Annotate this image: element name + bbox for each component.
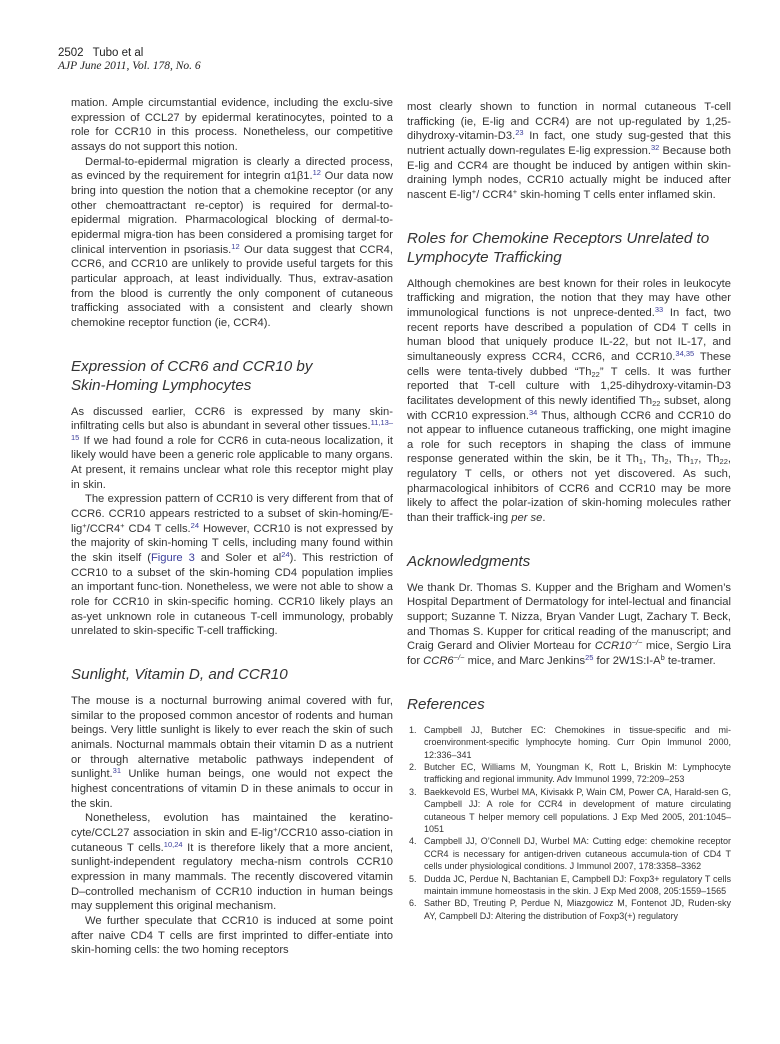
journal-citation-line: AJP June 2011, Vol. 178, No. 6 (58, 60, 201, 72)
citation-link[interactable]: 31 (112, 766, 122, 776)
text-run: , regulatory T cells, or others not yet discovered. As such, pharmacological inhibitors of CCR6 and CCR10 may be more likely to affect the polar-ization of skin-homing molecules rather than their traffick-ing (407, 453, 731, 525)
text-run: We thank Dr. Thomas S. Kupper and the Brigham and Women’s Hospital Department of Dermatology for intel-lectual and financial support; Suzanne T. Nizza, Bryan Vander Lugt, Zachary T. Beck, and Thomas S. Kupper for critical reading of the manuscript; and Craig Gerard and Olivier Morteau for (407, 581, 731, 653)
citation-link[interactable]: 34 (529, 407, 538, 417)
citation-link[interactable]: 12 (231, 241, 240, 251)
paragraph (407, 277, 731, 526)
reference-list (407, 724, 731, 923)
paragraph (71, 694, 393, 811)
text-run: mation. Ample circumstantial evidence, including the exclu-sive expression of CCL27 by epidermal keratinocytes, pointed to a role for CCR10 in this process. Nonetheless, our competitive assays do not support this notion. (71, 97, 393, 153)
superscript: b (660, 653, 665, 663)
text-run: / CCR4 (476, 188, 513, 201)
running-header (58, 46, 201, 73)
running-authors: Tubo et al (92, 47, 144, 59)
citation-link[interactable]: 10,24 (163, 839, 183, 849)
reference-item (407, 761, 731, 786)
paragraph (71, 492, 393, 639)
paragraph (71, 155, 393, 331)
subscript: 1 (638, 457, 644, 467)
paragraph (71, 811, 393, 914)
paragraph (71, 405, 393, 493)
section-heading (407, 552, 731, 571)
reference-item (407, 873, 731, 898)
reference-number: 6. (409, 898, 417, 909)
paragraph (71, 96, 393, 155)
text-run: However, CCR10 is not expressed by the majority of skin-homing T cells, including many found within the skin itself ( (71, 522, 394, 565)
superscript: + (471, 186, 477, 196)
page-number: 2502 (58, 47, 84, 59)
text-run: As discussed earlier, CCR6 is expressed by many skin-infiltrating cells but also is abundant in several other tissues. (71, 405, 393, 433)
italic-text: per se (511, 512, 543, 525)
subscript: 17 (689, 457, 699, 467)
figure-link[interactable]: Figure 3 (150, 552, 195, 565)
heading-line: References (407, 695, 485, 713)
superscript: + (120, 520, 125, 530)
text-run: Because both E-lig and CCR4 are thought be induced by antigen within skin-draining lymph nodes, CCR10 actually might be induced after nascent E-lig (407, 144, 732, 201)
reference-item (407, 786, 731, 836)
text-run: and Soler et al (194, 552, 282, 565)
superscript: + (82, 520, 87, 530)
text-run: CD4 T cells. (124, 522, 191, 535)
text-run: subset, along with CCR10 expression. (407, 394, 731, 422)
heading-line: Lymphocyte Trafficking (407, 248, 562, 266)
reference-text: Campbell JJ, O’Connell DJ, Wurbel MA: Cutting edge: chemokine receptor CCR4 is necessary for antigen-driven cutaneous accumula-tion of CD4 T cells under physiological conditions. J Immunol 2007, 178:3358–3362 (424, 836, 731, 872)
heading-line: Skin-Homing Lymphocytes (71, 376, 252, 394)
text-run: mice, and Marc Jenkins (464, 655, 586, 668)
right-column (407, 100, 731, 922)
text-run: The expression pattern of CCR10 is very different from that of CCR6. CCR10 appears restricted to a subset of skin-homing/E-lig (71, 493, 393, 535)
reference-number: 2. (409, 761, 417, 772)
reference-number: 5. (409, 873, 417, 884)
text-run: It is therefore likely that a more ancient, sunlight-independent regulatory mecha-nism controls CCR10 expression in many mammals. The recently discovered vitamin D–controlled mechanism of CCR10 induction in human beings may supplement this original mechanism. (71, 841, 393, 913)
citation-link[interactable]: 12 (312, 168, 321, 178)
text-run: Although chemokines are best known for their roles in leukocyte trafficking and migration, the notion that they may have other immunological functions is not unprece-dented. (407, 277, 731, 319)
text-run: Nonetheless, evolution has maintained the keratino-cyte/CCL27 association in skin and E-lig (71, 812, 393, 839)
reference-number: 4. (409, 836, 417, 847)
reference-item (407, 724, 731, 761)
italic-superscript: −/− (631, 638, 643, 648)
section-heading (407, 229, 731, 267)
paragraph (407, 581, 731, 669)
text-run: , Th (643, 453, 665, 466)
heading-line: Sunlight, Vitamin D, and CCR10 (71, 666, 288, 683)
text-run: Thus, although CCR6 and CCR10 do not appear to influence cutaneous trafficking, one might imagine a role for such receptors in shaping the class of immune response generated within the skin, be it Th (407, 409, 731, 466)
text-run: mice, Sergio Lira for (407, 640, 731, 668)
reference-text: Dudda JC, Perdue N, Bachtanian E, Campbell DJ: Foxp3+ regulatory T cells maintain immune homeostasis in the skin. J Exp Med 2008, 205:1559–1565 (424, 873, 731, 896)
citation-link[interactable]: 25 (585, 653, 594, 663)
section-heading (71, 665, 393, 684)
italic-superscript: −/− (453, 653, 465, 663)
reference-text: Sather BD, Treuting P, Perdue N, Miazgowicz M, Fontenot JD, Ruden-sky AY, Campbell DJ: Altering the distribution of Foxp3(+) regulatory (424, 898, 731, 921)
text-run: , Th (698, 453, 720, 466)
text-run: , Th (668, 453, 690, 466)
paragraph (407, 100, 731, 203)
text-run: most clearly shown to function in normal cutaneous T-cell trafficking (ie, E-lig and CCR4) are not up-regulated by 1,25-dihydroxy-vitamin-D3. (407, 101, 731, 143)
section-heading (71, 357, 393, 395)
text-run: These cells were tenta-tively dubbed “Th (407, 350, 732, 378)
citation-link[interactable]: 23 (515, 128, 524, 138)
text-run: If we had found a role for CCR6 in cuta-neous localization, it likely would have been a generic role applicable to many organs. At present, it remains unclear what role this receptor might play in skin. (71, 434, 393, 491)
text-run: . (542, 512, 546, 525)
superscript: + (512, 186, 518, 196)
reference-number: 3. (409, 786, 417, 797)
heading-line: Acknowledgments (407, 552, 531, 570)
section-heading (407, 695, 731, 714)
text-run: /CCR4 (86, 522, 121, 535)
subscript: 2 (664, 457, 669, 467)
text-run: te-tramer. (664, 655, 716, 668)
superscript: + (273, 824, 278, 834)
subscript: 22 (591, 369, 600, 379)
text-run: In fact, one study sug-gested that this nutrient actually down-regulates E-lig expression. (407, 130, 731, 157)
reference-text: Baekkevold ES, Wurbel MA, Kivisakk P, Wain CM, Power CA, Harald-sen G, Campbell JJ: A role for CCR4 in development of mature circulating cutaneous T helper memory cell populations. J Exp Med 2005, 201:1045–1051 (424, 786, 731, 834)
left-column (71, 96, 393, 958)
heading-line: Expression of CCR6 and CCR10 by (71, 357, 313, 375)
citation-link[interactable]: 34,35 (675, 348, 695, 358)
text-run: ). This restriction of CCR10 to a subset of the skin-homing CD4 population implies an important func-tion. Nonetheless, we were not able to show a role for CCR10 in skin-specific homing. CCR10 likely plays an as-yet unknown role in cutaneous T-cell immunology, probably unrelated to skin-specific T-cell trafficking. (71, 552, 393, 638)
text-run: for 2W1S:I-A (593, 655, 661, 668)
subscript: 22 (652, 398, 661, 408)
citation-link[interactable]: 24 (190, 520, 200, 530)
paragraph (71, 914, 393, 958)
italic-text: CCR6 (423, 655, 454, 668)
text-run: ” T cells. It was further reported that T-cell culture with 1,25-dihydroxy-vitamin-D3 facilitates development of this newly identified Th (407, 365, 731, 407)
citation-link[interactable]: 33 (654, 304, 664, 314)
reference-text: Butcher EC, Williams M, Youngman K, Rott L, Briskin M: Lymphocyte trafficking and regional immunity. Adv Immunol 1999, 72:209–253 (424, 761, 731, 785)
text-run: In fact, two recent reports have described a population of CD4 T cells in human blood that uniquely produce IL-22, but not IL-17, and simultaneously express CCR4, CCR6, and CCR10. (407, 306, 731, 363)
text-run: Unlike human beings, one would not expect the highest concentrations of vitamin D in these animals to occur in the skin. (71, 768, 393, 810)
subscript: 22 (719, 457, 728, 467)
text-run: Our data suggest that CCR4, CCR6, and CCR10 are unlikely to provide useful targets for this particular approach, at least individually. Thus, extrav-asation from the blood is currently the only component of cutaneous trafficking associated with a consistent and clearly shown chemokine receptor function (ie, CCR4). (71, 243, 393, 329)
text-run: /CCR10 asso-ciation in cutaneous T cells. (71, 826, 393, 854)
heading-line: Roles for Chemokine Receptors Unrelated to (407, 229, 710, 247)
reference-number: 1. (409, 724, 417, 735)
citation-link[interactable]: 32 (651, 142, 660, 152)
italic-text: CCR10 (594, 640, 632, 653)
text-run: skin-homing T cells enter inflamed skin. (517, 188, 716, 201)
text-run: The mouse is a nocturnal burrowing animal covered with fur, similar to the proposed common ancestor of rodents and human beings. Very little sunlight is likely to ever reach the skin of such animals. Nocturnal mammals obtain their vitamin D as a nutrient or through alternative metabolic pathways independent of sunlight. (71, 695, 393, 781)
text-run: We further speculate that CCR10 is induced at some point after naive CD4 T cells are first imprinted to differ-entiate into skin-homing cells: the two homing receptors (71, 914, 393, 957)
reference-text: Campbell JJ, Butcher EC: Chemokines in tissue-specific and mi-croenvironment-specific lymphocyte homing. Curr Opin Immunol 2000, 12:336–341 (424, 724, 731, 760)
citation-link[interactable]: 11,13–15 (71, 418, 393, 442)
citation-link[interactable]: 24 (281, 550, 290, 560)
text-run: Dermal-to-epidermal migration is clearly a directed process, as evinced by the requirement for integrin α1β1. (71, 155, 393, 183)
reference-item (407, 835, 731, 872)
text-run: Our data now bring into question the notion that a chemokine receptor (or any other chemoattractant re-ceptor) is required for dermal-to-epidermal migration. Pharmacological blocking of dermal-to-epidermal migra-tion has been considered a promising target for clinical intervention in psoriasis. (71, 170, 393, 256)
reference-item (407, 897, 731, 922)
